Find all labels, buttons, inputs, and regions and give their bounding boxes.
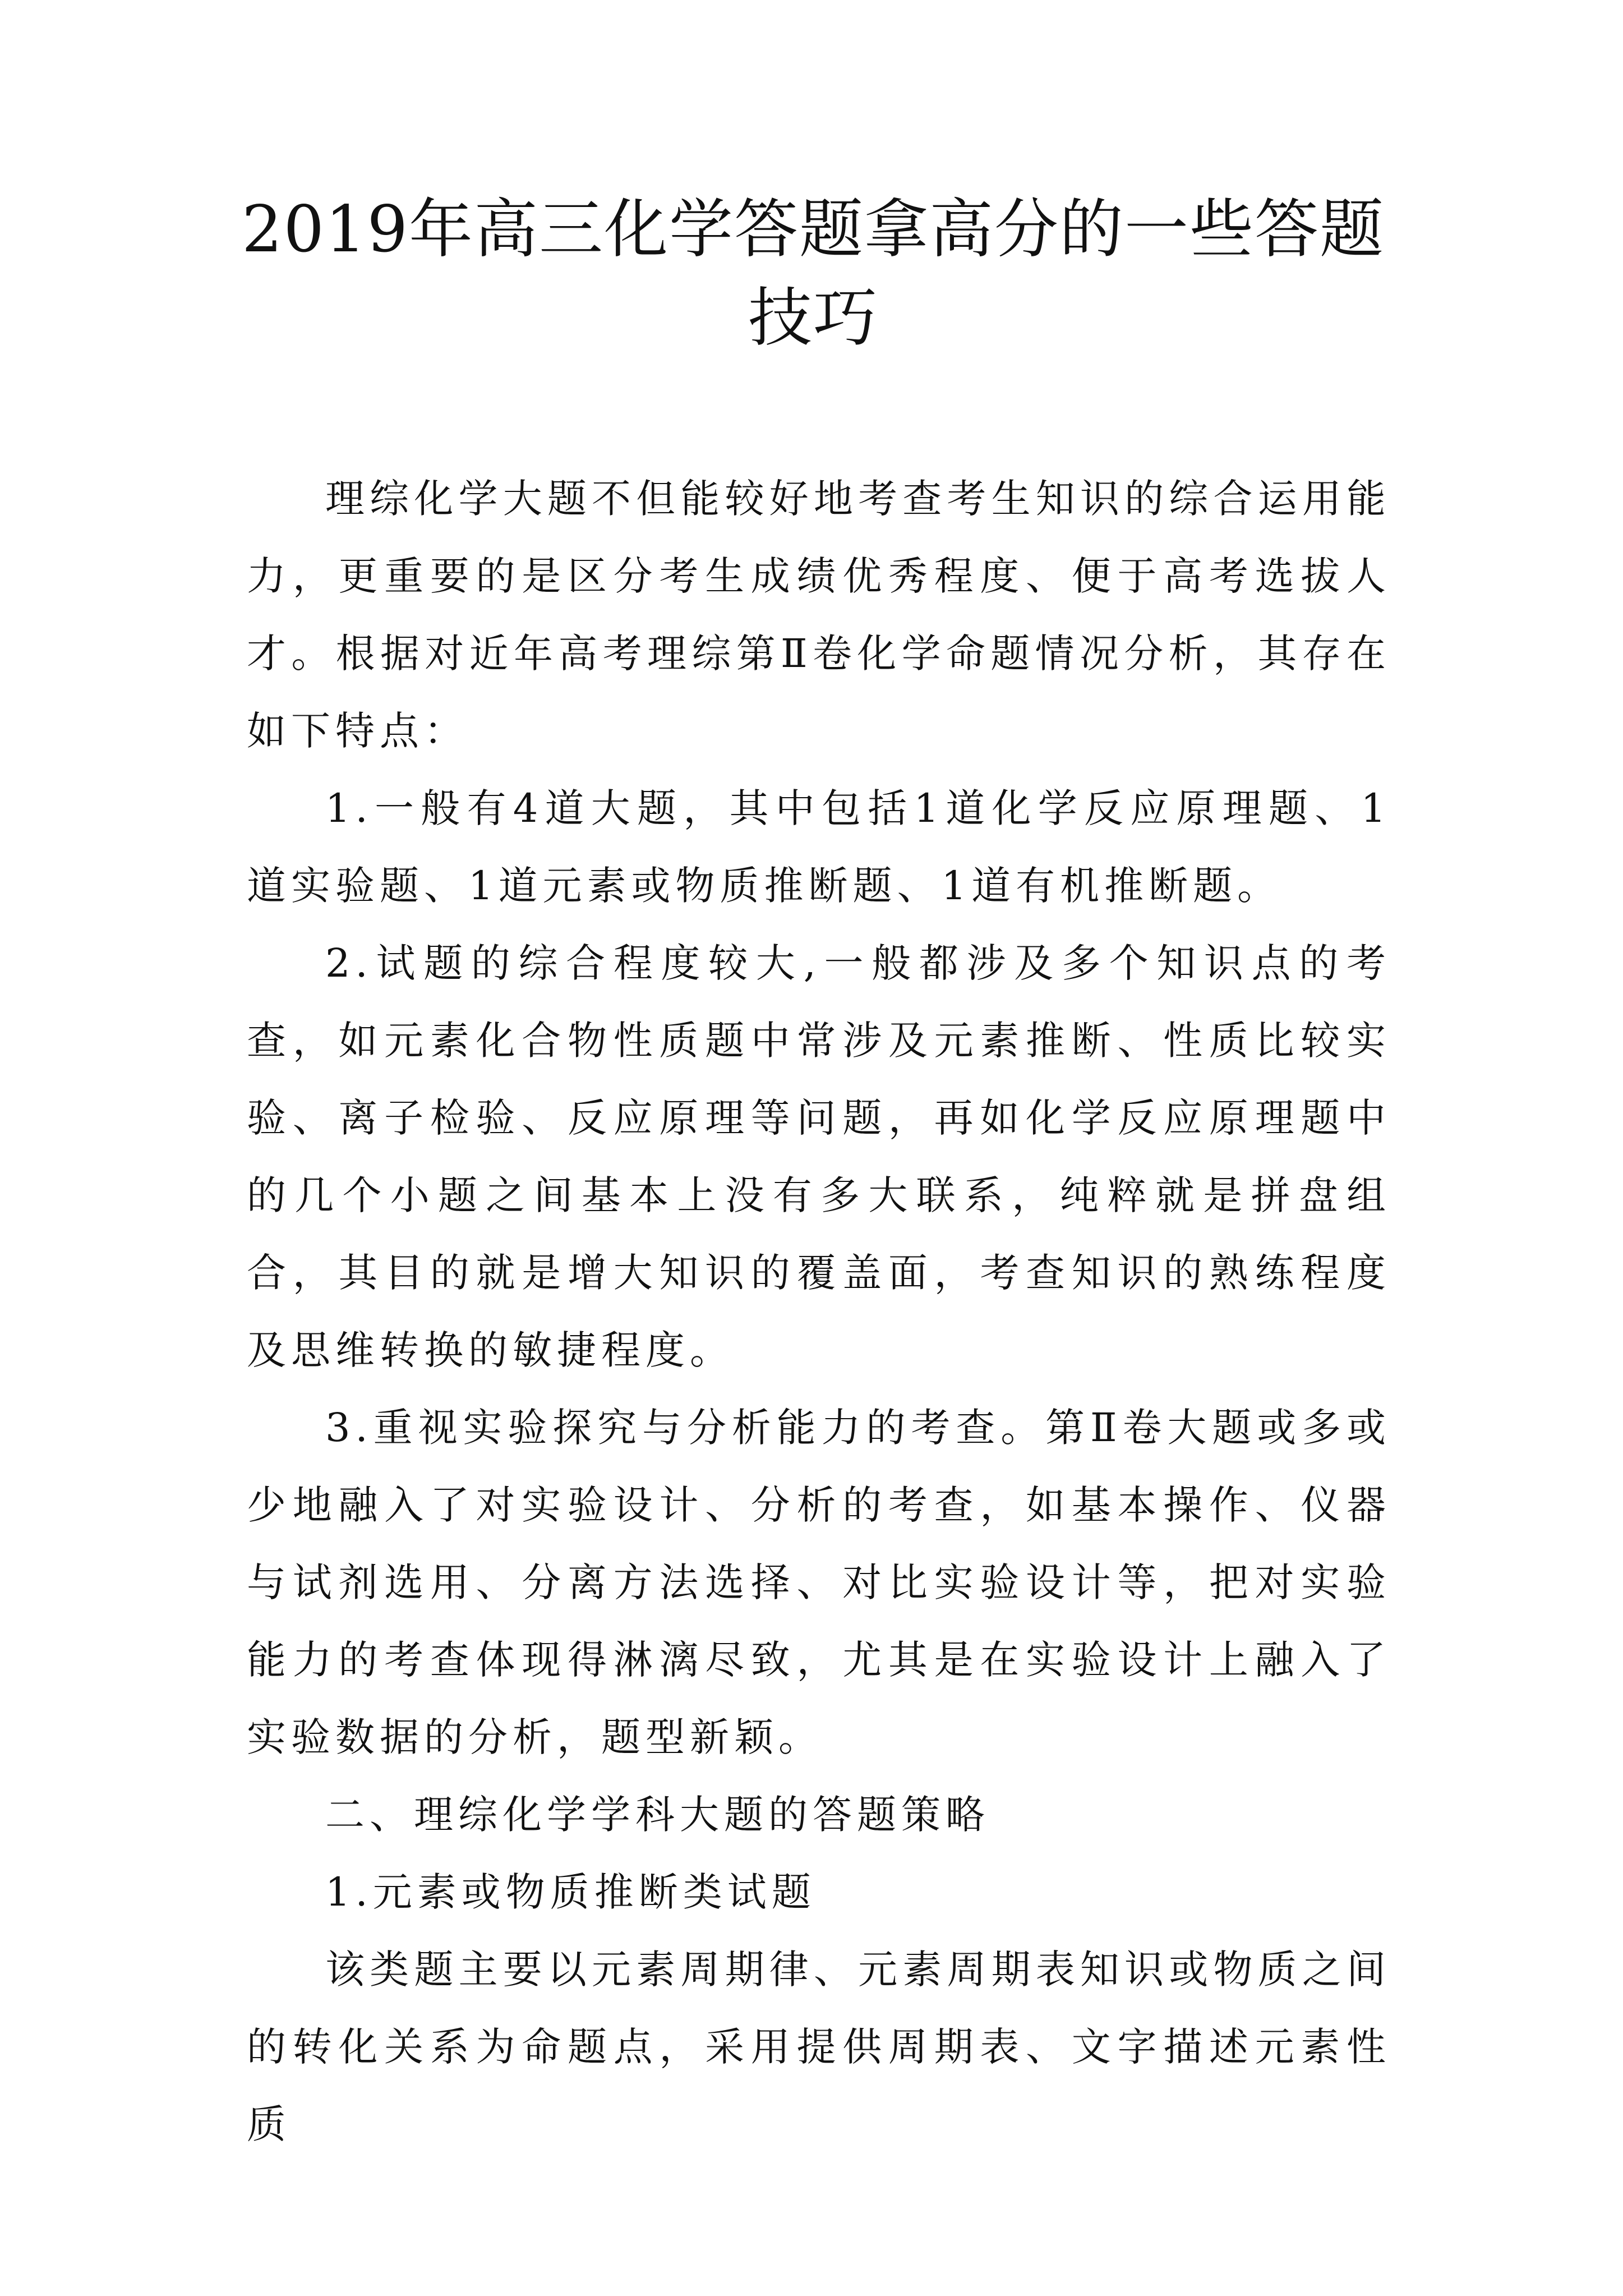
paragraph-inference-desc: 该类题主要以元素周期律、元素周期表知识或物质之间的转化关系为命题点，采用提供周期表、文字描述元素性质: [247, 1947, 1391, 2147]
section-heading-strategy: 二、理综化学学科大题的答题策略: [325, 1792, 990, 1838]
document-body: [247, 460, 1391, 2163]
subsection-heading-inference: 1.元素或物质推断类试题: [325, 1869, 816, 1915]
paragraph-intro: 理综化学大题不但能较好地考查考生知识的综合运用能力，更重要的是区分考生成绩优秀程度、便于高考选拔人才。根据对近年高考理综第Ⅱ卷化学命题情况分析，其存在如下特点：: [247, 476, 1391, 754]
paragraph-point-1: 1.一般有4道大题，其中包括1道化学反应原理题、1道实验题、1道元素或物质推断题、1道有机推断题。: [247, 785, 1391, 909]
paragraph-point-2: 2.试题的综合程度较大,一般都涉及多个知识点的考查，如元素化合物性质题中常涉及元素推断、性质比较实验、离子检验、反应原理等问题，再如化学反应原理题中的几个小题之间基本上没有多大联系，纯粹就是拼盘组合，其目的就是增大知识的覆盖面，考查知识的熟练程度及思维转换的敏捷程度。: [247, 940, 1391, 1373]
paragraph-point-3: 3.重视实验探究与分析能力的考查。第Ⅱ卷大题或多或少地融入了对实验设计、分析的考查，如基本操作、仪器与试剂选用、分离方法选择、对比实验设计等，把对实验能力的考查体现得淋漓尽致，尤其是在实验设计上融入了实验数据的分析，题型新颖。: [247, 1405, 1391, 1760]
document-title: 2019年高三化学答题拿高分的一些答题技巧: [241, 192, 1385, 355]
